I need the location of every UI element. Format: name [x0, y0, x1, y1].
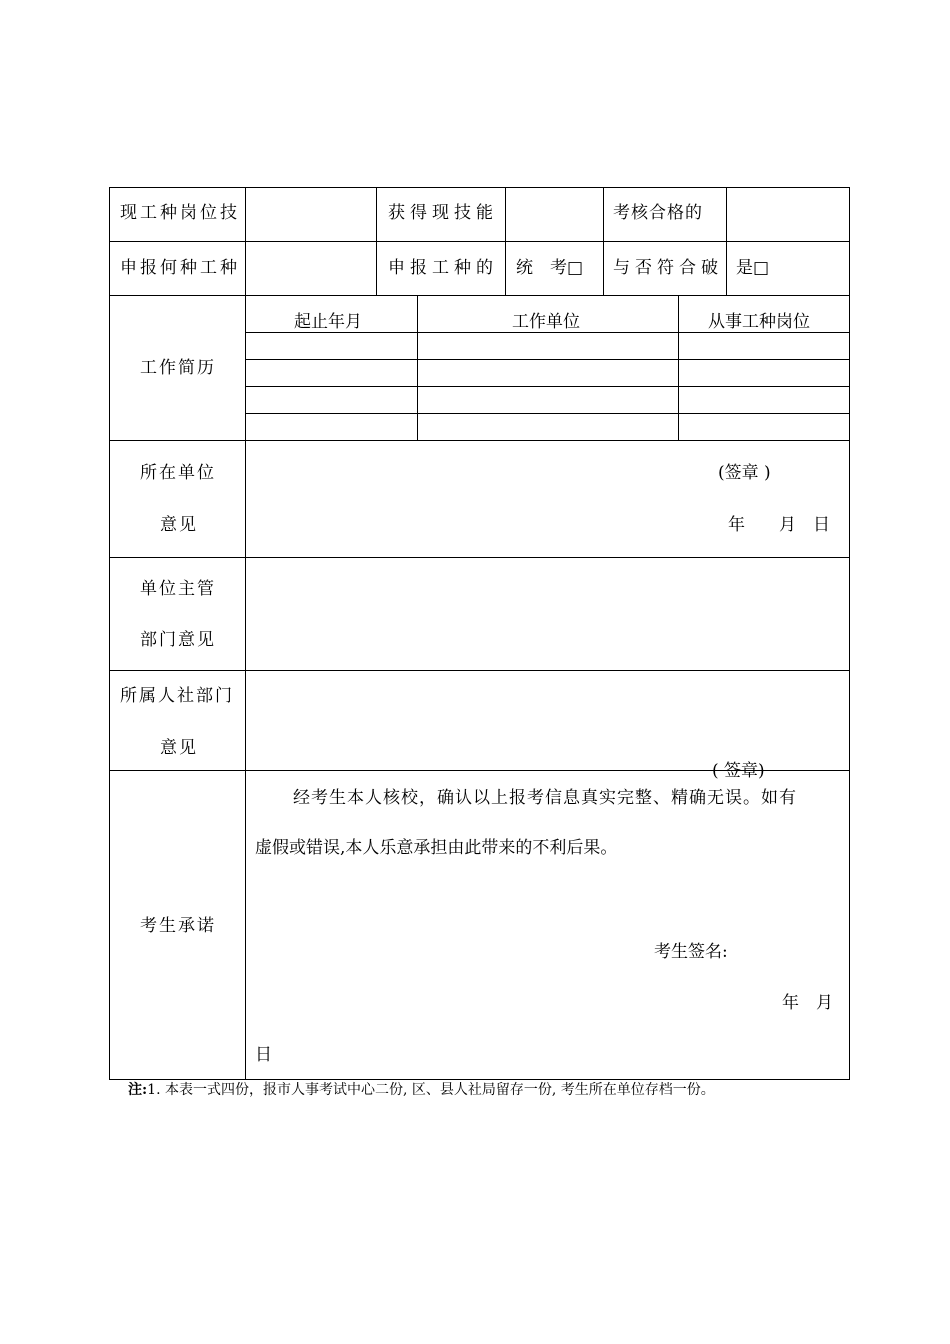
history-row-divider: [245, 359, 850, 360]
hr-seal-clip: [700, 755, 820, 781]
row-divider: [109, 670, 850, 671]
hr-opinion-label: 所属人社部门: [120, 686, 234, 706]
passed-exam-label: 考核合格的: [613, 203, 703, 223]
pledge-date: 年 月: [782, 993, 833, 1013]
yes-checkbox[interactable]: 是□: [736, 258, 770, 278]
history-row-divider: [245, 386, 850, 387]
unit-date: 年 月 日: [728, 515, 830, 535]
history-col-divider: [417, 295, 418, 440]
hr-seal: ( 签章): [712, 761, 765, 781]
obtained-skill-label: 获得现技能: [388, 203, 498, 223]
history-row-divider: [245, 413, 850, 414]
dept-opinion-label-line2: 部门意见: [140, 630, 216, 650]
history-col-divider: [678, 295, 679, 440]
unit-opinion-label-line2: 意见: [160, 515, 198, 535]
applied-trade-type-label: 申报工种的: [388, 258, 498, 278]
work-history-label: 工作简历: [140, 358, 216, 378]
row-divider: [109, 295, 850, 296]
signature-label: 考生签名:: [654, 942, 728, 962]
col-divider: [505, 187, 506, 295]
column-header-employer: 工作单位: [512, 312, 580, 332]
unit-seal: (签章 ): [718, 463, 771, 483]
column-header-position: 从事工种岗位: [708, 312, 810, 332]
unit-opinion-label: 所在单位: [140, 463, 216, 483]
applied-trade-label: 申报何种工种: [120, 258, 240, 278]
row-divider: [109, 241, 850, 242]
row-divider: [109, 557, 850, 558]
pledge-text-line1: 经考生本人核校，确认以上报考信息真实完整、精确无误。如有: [293, 788, 797, 808]
current-skill-label: 现工种岗位技: [120, 203, 240, 223]
unified-exam-checkbox[interactable]: 统 考□: [516, 258, 584, 278]
col-divider: [726, 187, 727, 295]
pledge-label: 考生承诺: [140, 916, 216, 936]
column-header-period: 起止年月: [294, 312, 362, 332]
col-divider: [603, 187, 604, 295]
pledge-date-day: 日: [255, 1045, 272, 1065]
footnote: [128, 1081, 715, 1099]
hr-opinion-label-line2: 意见: [160, 738, 198, 758]
row-divider: [109, 440, 850, 441]
dept-opinion-label: 单位主管: [140, 579, 216, 599]
eligibility-label: 与否符合破: [613, 258, 723, 278]
footnote-prefix: 注:: [128, 1082, 148, 1098]
history-row-divider: [245, 332, 850, 333]
col-divider: [376, 187, 377, 295]
footnote-text: 1. 本表一式四份，报市人事考试中心二份, 区、县人社局留存一份, 考生所在单位存档一份。: [147, 1082, 715, 1098]
label-column-divider: [245, 187, 246, 1080]
pledge-text-line2: 虚假或错误,本人乐意承担由此带来的不利后果。: [255, 838, 618, 858]
